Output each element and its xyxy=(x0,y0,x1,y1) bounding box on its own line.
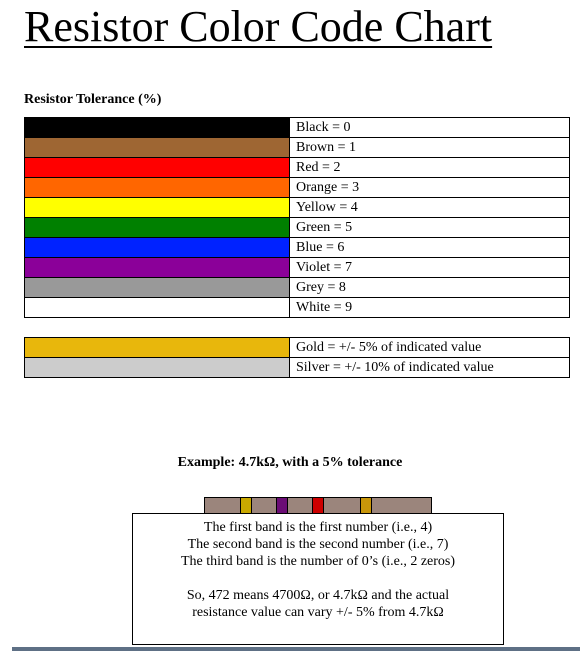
color-swatch xyxy=(25,238,290,258)
color-code-row xyxy=(25,298,570,318)
color-code-row xyxy=(25,178,570,198)
color-label: Orange = 3 xyxy=(290,178,570,198)
explanation-line: The third band is the number of 0’s (i.e., 2 zeros) xyxy=(180,554,456,569)
color-label: Green = 5 xyxy=(290,218,570,238)
color-code-row xyxy=(25,278,570,298)
color-code-row xyxy=(25,138,570,158)
example-title: Example: 4.7kΩ, with a 5% tolerance xyxy=(177,455,403,470)
color-label: Silver = +/- 10% of indicated value xyxy=(290,358,570,378)
color-code-row xyxy=(25,338,570,358)
color-swatch xyxy=(25,138,290,158)
explanation-line: The first band is the first number (i.e., 4) xyxy=(203,520,433,535)
color-swatch xyxy=(25,278,290,298)
color-swatch xyxy=(25,258,290,278)
color-code-row xyxy=(25,218,570,238)
color-label: Gold = +/- 5% of indicated value xyxy=(290,338,570,358)
color-label: Black = 0 xyxy=(290,118,570,138)
color-code-row xyxy=(25,258,570,278)
explanation-box xyxy=(132,513,504,645)
color-label: Brown = 1 xyxy=(290,138,570,158)
color-code-row xyxy=(25,158,570,178)
page-title: Resistor Color Code Chart xyxy=(24,2,493,51)
color-swatch xyxy=(25,198,290,218)
tolerance-table xyxy=(24,337,570,378)
color-code-table xyxy=(24,117,570,318)
color-swatch xyxy=(25,178,290,198)
bottom-divider xyxy=(12,647,580,651)
color-label: Yellow = 4 xyxy=(290,198,570,218)
color-code-row xyxy=(25,238,570,258)
color-swatch xyxy=(25,118,290,138)
summary-line: So, 472 means 4700Ω, or 4.7kΩ and the actual xyxy=(186,588,450,603)
color-code-row xyxy=(25,358,570,378)
color-swatch xyxy=(25,218,290,238)
color-label: White = 9 xyxy=(290,298,570,318)
tolerance-label: Resistor Tolerance (%) xyxy=(24,92,162,107)
explanation-line: The second band is the second number (i.e., 7) xyxy=(187,537,449,552)
color-label: Grey = 8 xyxy=(290,278,570,298)
color-label: Blue = 6 xyxy=(290,238,570,258)
color-code-row xyxy=(25,198,570,218)
color-label: Violet = 7 xyxy=(290,258,570,278)
color-swatch xyxy=(25,358,290,378)
color-label: Red = 2 xyxy=(290,158,570,178)
color-swatch xyxy=(25,338,290,358)
summary-line: resistance value can vary +/- 5% from 4.7kΩ xyxy=(192,605,444,620)
color-swatch xyxy=(25,298,290,318)
color-swatch xyxy=(25,158,290,178)
color-code-row xyxy=(25,118,570,138)
